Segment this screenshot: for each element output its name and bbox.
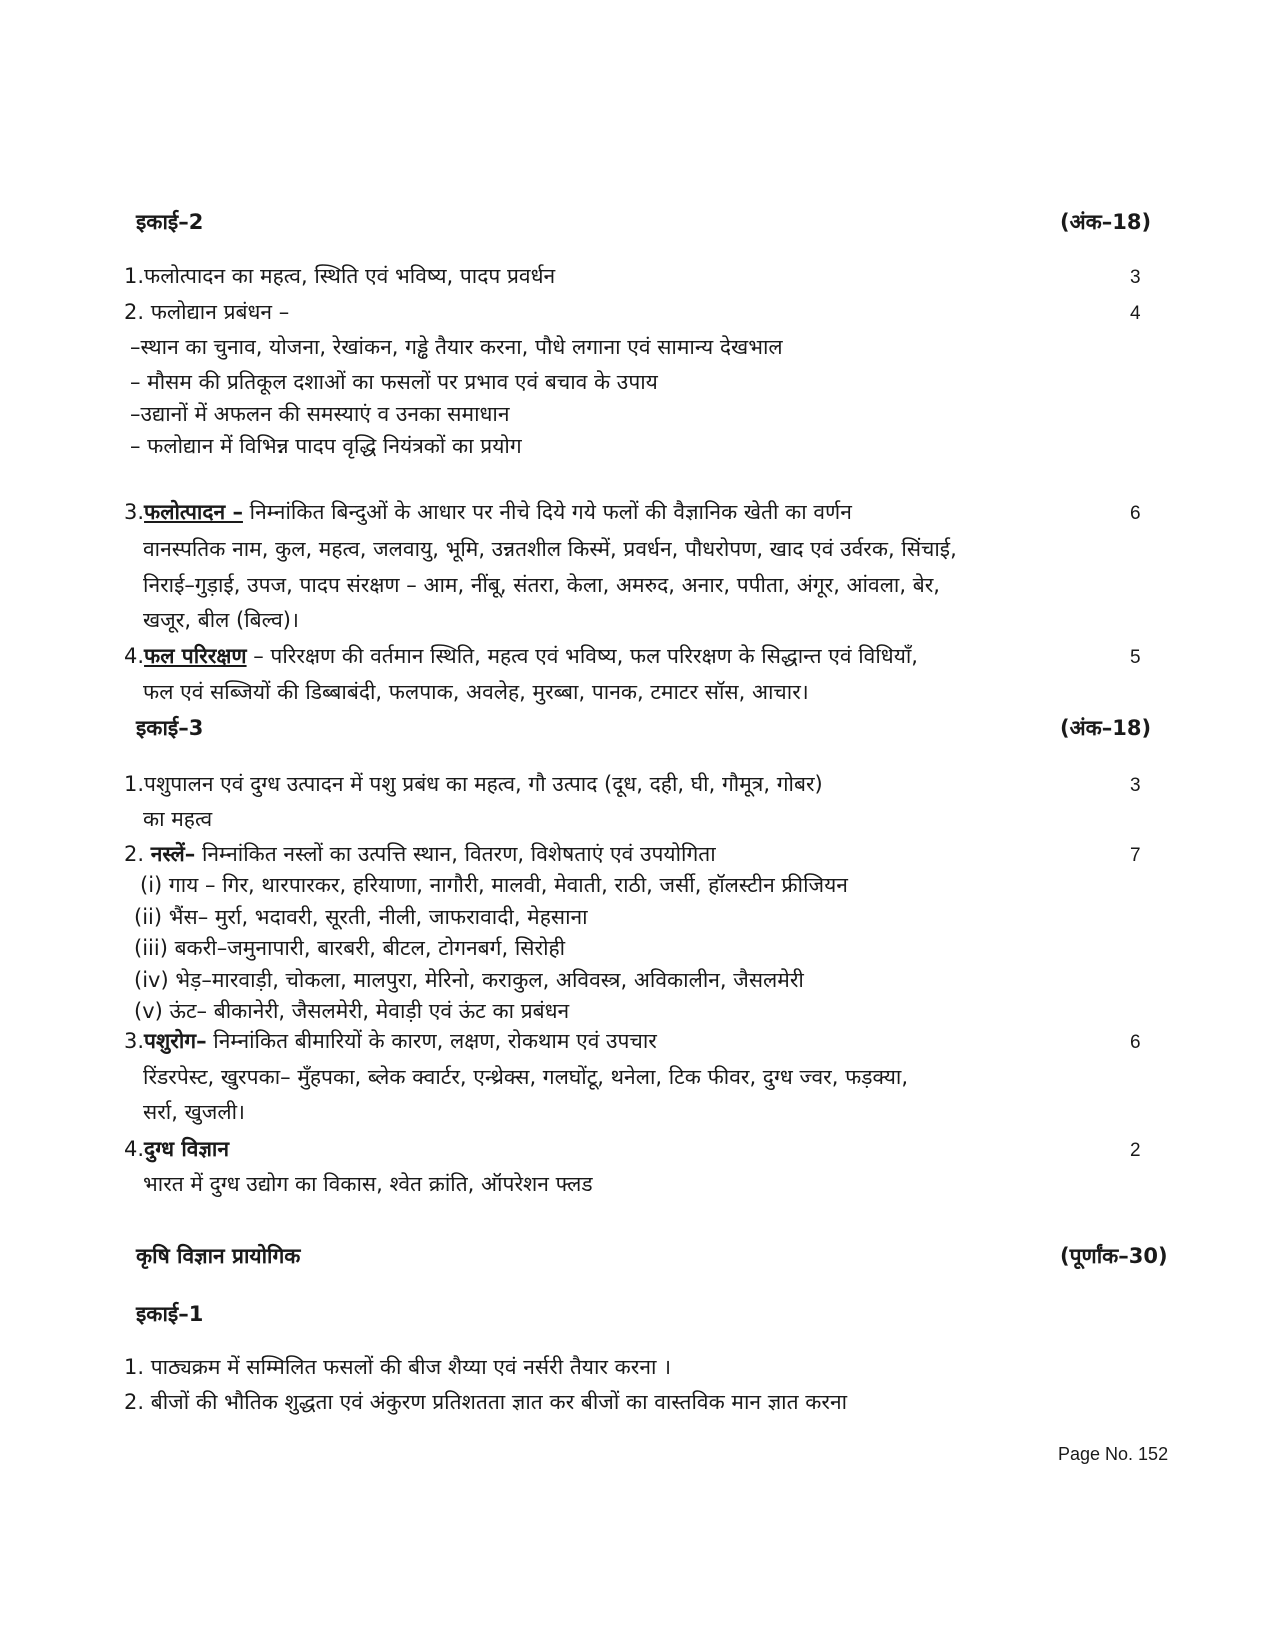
item-number: 3. — [124, 500, 145, 524]
unit2-subpoint: – मौसम की प्रतिकूल दशाओं का फसलों पर प्रभाव एवं बचाव के उपाय — [130, 370, 658, 394]
unit2-item4-line2: फल एवं सब्जियों की डिब्बाबंदी, फलपाक, अवलेह, मुरब्बा, पानक, टमाटर सॉस, आचार। — [143, 680, 809, 704]
practical-unit-heading: इकाई–1 — [136, 1302, 204, 1326]
unit3-item4-line1 — [124, 1135, 229, 1163]
unit3-heading: इकाई–3 — [136, 716, 204, 740]
item-number: 4. — [124, 644, 145, 668]
unit2-item1-marks: 3 — [1130, 267, 1141, 288]
unit2-item3-line4: खजूर, बील (बिल्व)। — [143, 608, 299, 632]
unit3-item4-line2: भारत में दुग्ध उद्योग का विकास, श्वेत क्रांति, ऑपरेशन फ्लड — [143, 1172, 593, 1196]
unit3-item2-line1 — [124, 840, 716, 868]
unit2-item3-line1 — [124, 498, 852, 526]
unit2-item3-line2: वानस्पतिक नाम, कुल, महत्व, जलवायु, भूमि, उन्नतशील किस्में, प्रवर्धन, पौधरोपण, खाद एवं उर्वरक, सिंचाई, — [143, 537, 957, 561]
unit3-item3-line3: सर्रा, खुजली। — [143, 1100, 245, 1124]
unit3-item2-marks: 7 — [1130, 845, 1141, 866]
page-number: Page No. 152 — [1058, 1444, 1169, 1464]
unit3-item1-marks: 3 — [1130, 775, 1141, 796]
item-title: फलोत्पादन – — [144, 500, 243, 524]
unit2-item4-marks: 5 — [1130, 647, 1141, 668]
unit2-subpoint: –स्थान का चुनाव, योजना, रेखांकन, गड्ढे तैयार करना, पौधे लगाना एवं सामान्य देखभाल — [130, 335, 783, 359]
practical-heading: कृषि विज्ञान प्रायोगिक — [136, 1244, 301, 1268]
unit2-item2-marks: 4 — [1130, 303, 1141, 324]
unit3-item3-marks: 6 — [1130, 1032, 1141, 1053]
item-title: फल परिरक्षण — [144, 644, 247, 668]
unit3-marks: (अंक–18) — [1060, 716, 1152, 740]
practical-item: 2. बीजों की भौतिक शुद्धता एवं अंकुरण प्रतिशतता ज्ञात कर बीजों का वास्तविक मान ज्ञात करना — [124, 1390, 848, 1414]
breed-line: (iv) भेड़–मारवाड़ी, चोकला, मालपुरा, मेरिनो, कराकुल, अविवस्त्र, अविकालीन, जैसलमेरी — [134, 968, 804, 992]
unit2-item3-marks: 6 — [1130, 503, 1141, 524]
item-number: 4. — [124, 1137, 145, 1161]
unit2-item2: 2. फलोद्यान प्रबंधन – — [124, 300, 290, 324]
item-number: 3. — [124, 1029, 145, 1053]
practical-item: 1. पाठ्यक्रम में सम्मिलित फसलों की बीज शैय्या एवं नर्सरी तैयार करना । — [124, 1355, 672, 1379]
item-title: नस्लें– — [150, 842, 196, 866]
unit2-item3-line3: निराई–गुड़ाई, उपज, पादप संरक्षण – आम, नींबू, संतरा, केला, अमरुद, अनार, पपीता, अंगूर, आंवला, बेर, — [143, 573, 940, 597]
item-text: निम्नांकित बीमारियों के कारण, लक्षण, रोकथाम एवं उपचार — [206, 1029, 657, 1053]
unit3-item3-line1 — [124, 1027, 657, 1055]
breed-line: (ii) भैंस– मुर्रा, भदावरी, सूरती, नीली, जाफरावादी, मेहसाना — [134, 905, 588, 929]
item-text: – परिरक्षण की वर्तमान स्थिति, महत्व एवं भविष्य, फल परिरक्षण के सिद्धान्त एवं विधियाँ, — [246, 644, 918, 668]
unit3-item1-line2: का महत्व — [143, 807, 213, 831]
item-number: 2. — [124, 842, 151, 866]
unit2-marks: (अंक–18) — [1060, 210, 1152, 234]
breed-line: (iii) बकरी–जमुनापारी, बारबरी, बीटल, टोगनबर्ग, सिरोही — [134, 936, 566, 960]
unit3-item1-line1: 1.पशुपालन एवं दुग्ध उत्पादन में पशु प्रबंध का महत्व, गौ उत्पाद (दूध, दही, घी, गौमूत्र, गोबर) — [124, 772, 823, 796]
unit3-item4-marks: 2 — [1130, 1140, 1141, 1161]
item-title: दुग्ध विज्ञान — [144, 1137, 229, 1161]
item-title: पशुरोग– — [144, 1029, 207, 1053]
unit2-subpoint: –उद्यानों में अफलन की समस्याएं व उनका समाधान — [130, 402, 510, 426]
breed-line: (v) ऊंट– बीकानेरी, जैसलमेरी, मेवाड़ी एवं ऊंट का प्रबंधन — [134, 999, 570, 1023]
breed-line: (i) गाय – गिर, थारपारकर, हरियाणा, नागौरी, मालवी, मेवाती, राठी, जर्सी, हॉलस्टीन फ्रीजियन — [140, 873, 848, 897]
unit3-item3-line2: रिंडरपेस्ट, खुरपका– मुँहपका, ब्लेक क्वार्टर, एन्थ्रेक्स, गलघोंटू, थनेला, टिक फीवर, दुग्ध ज्वर, फड़क्या, — [143, 1065, 909, 1089]
item-text: निम्नांकित बिन्दुओं के आधार पर नीचे दिये गये फलों की वैज्ञानिक खेती का वर्णन — [242, 500, 852, 524]
practical-marks: (पूर्णांक–30) — [1060, 1244, 1168, 1268]
unit2-subpoint: – फलोद्यान में विभिन्न पादप वृद्धि नियंत्रकों का प्रयोग — [130, 434, 522, 458]
unit2-heading: इकाई–2 — [136, 210, 204, 234]
unit2-item4-line1 — [124, 642, 918, 670]
unit2-item1: 1.फलोत्पादन का महत्व, स्थिति एवं भविष्य, पादप प्रवर्धन — [124, 264, 556, 288]
item-text: निम्नांकित नस्लों का उत्पत्ति स्थान, वितरण, विशेषताएं एवं उपयोगिता — [195, 842, 716, 866]
